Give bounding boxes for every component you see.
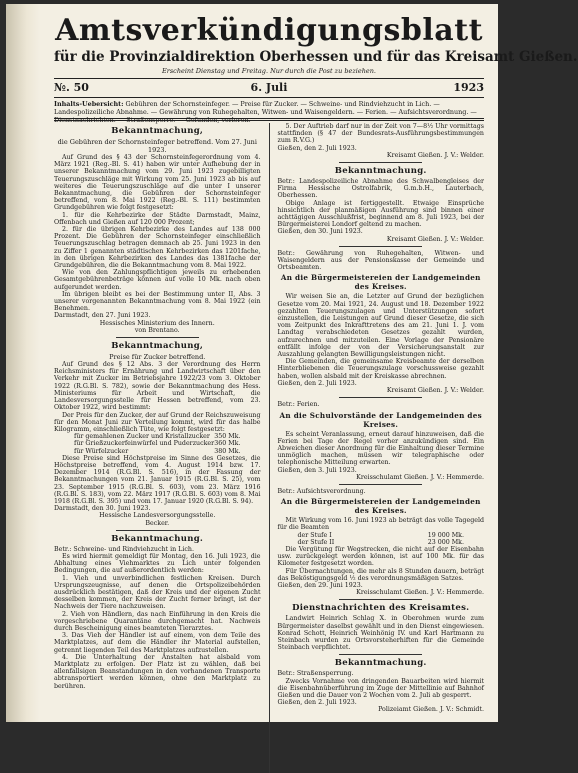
section-divider: [339, 484, 422, 485]
section-divider: [339, 246, 422, 247]
paragraph: Im übrigen bleibt es bei der Bestimmung unter II, Abs. 3 unserer vorgenannten Bekanntmachung vom 8. Mai 1922 (ein Benehmen.: [54, 290, 261, 313]
paragraph: Obige Anlage ist fertiggestellt. Etwaige Einsprüche hinsichtlich der planmäßigen Ausführung sind binnen einer achttägigen Ausschlußfrist, beginnend am 8. Juli 1923, bei der Bürgermeisterei Londorf geltend zu machen.: [277, 199, 484, 229]
paragraph: Es scheint Veranlassung, erneut darauf hinzuweisen, daß die Ferien bei Tage der Regel vorher anzukündigen sind. Ein Abweichen dieser Anordnung für die Einhaltung dieser Termine unmöglich machen, müssen wir telegraphische oder telephonische Mitteilung erwarten.: [277, 430, 484, 467]
paragraph: Zwecks Vornahme von dringenden Bauarbeiten wird hiermit die Eisenbahnüberführung im Zuge der Mittellinie auf Bahnhof Gießen und die Dauer von 2 Wochen vom 2. Juli ab gesperrt.: [277, 677, 484, 699]
paragraph: Die Gemeinden, die gemeinsame Kreisbeamte der derselben Hinterbliebenen die Teuerungszulage vorschussweise gezahlt haben, wollen alsbald mit der Kreiskasse abrechnen.: [277, 358, 484, 380]
subheading-zucker: Preise für Zucker betreffend.: [109, 353, 206, 362]
gazette-page: [6, 4, 578, 722]
price-item: für gemahlenen Zucker und Kristallzucker: [74, 433, 210, 441]
signature: Polizeiamt Gießen. J. V.: Schmidt.: [378, 706, 484, 714]
paragraph: Für Übernachtungen, die mehr als 8 Stunden dauern, beträgt das Beköstigungsgeld ½ des verordnungsmäßigen Satzes.: [277, 567, 484, 582]
heading-buergermeistereien: An die Bürgermeistereien der Landgemeinden des Kreises.: [280, 273, 481, 292]
paragraph: 1. für die Kehrbezirke der Städte Darmstadt, Mainz, Offenbach und Gießen auf 120 000 Prozent;: [54, 211, 261, 226]
place-date: Darmstadt, den 27. Juni 1923.: [54, 312, 151, 320]
price-value: 350 Mk.: [214, 433, 241, 441]
price-item: für Grießzuckerfeinwürfel und Puderzucker: [74, 440, 215, 448]
subject-line: Betr.: Aufsichtsverordnung.: [277, 487, 366, 495]
subject-line: Betr.: Gewährung von Ruhegehalten, Witwen- und Waisengeldern aus der Pensionskasse der Gemeinde und Ortsbeamten.: [277, 249, 484, 272]
column-left: [54, 123, 261, 773]
paragraph: Die Vergütung für Wegstrecken, die nicht auf der Eisenbahn usw. zurückgelegt werden können, ist auf 100 Mk. für das Kilometer festgesetzt worden.: [277, 545, 484, 568]
signature: Kreisamt Gießen. J. V.: Welder.: [386, 387, 484, 395]
section-divider: [116, 337, 199, 338]
subject-line: Betr.: Schweine- und Rindviehzucht in Lich.: [54, 545, 194, 553]
rate-item: der Stufe I: [297, 531, 332, 539]
column-right: [278, 123, 485, 773]
column-divider: [269, 123, 270, 773]
toc-text: Gebühren der Schornsteinfeger. — Preise für Zucker. — Schweine- und Rindviehzucht in Lich. — Landespolizeiliche Abnahme. — Gewährung von Ruhegehalten, Witwen- und Waisengeldern. — Ferien. — Aufsichtsverordnung. — Dienstnachrichten. — Straßensperre. — Gefunden, verloren.: [54, 100, 477, 124]
gazette-title: Amtsverkündigungsblatt: [55, 13, 483, 48]
place-date: Gießen, den 2. Juli 1923.: [277, 699, 357, 707]
paragraph: 3. Das Vieh der Händler ist auf einem, von dem Teile des Marktplatzes, auf dem die Händler ihr Material aufstellen, getrennt liegenden Teil des Marktplatzes aufzustellen.: [54, 632, 261, 654]
rate-value: 23 000 Mk.: [427, 538, 464, 546]
rate-row: [278, 539, 485, 546]
place-date: Gießen, den 2. Juli 1923.: [277, 144, 357, 152]
paragraph: Wir weisen Sie an, die Letzter auf Grund der bezüglichen Gesetze vom 20. Mai 1921, 24. August und 18. Dezember 1922 gezahlten Teuerungszulagen und Unterstützungen sofort einzustellen, die Leistungen auf Grund dieser Gesetze, die sich vom Zeitpunkt des Inkrafttretens des am 21. Juni 1. J. vom Landtag verabschiedeten Gesetzes gezahlt wurden, aufzurechnen und mitzuteilen. Eine Vorlage der Pensionäre entfällt infolge der von der Versicherungsanstalt zur Auszahlung gelangten Bewilligungsleistungen nicht.: [277, 293, 484, 359]
paragraph: Wie von den Zahlungspflichtigen jeweils zu erhebenden Gesamtgebührenbeträge können auf volle 10 Mk. nach oben aufgerundet werden.: [54, 269, 261, 291]
heading-schornsteinfeger: Bekanntmachung,: [111, 126, 204, 136]
issue-date: 6. Juli: [250, 81, 288, 94]
place-date: Gießen, den 3. Juli 1923.: [277, 466, 357, 474]
signature: Kreisamt Gießen. J. V.: Welder.: [386, 151, 484, 159]
heading-viehzucht: Bekanntmachung.: [111, 533, 204, 544]
paragraph: 1. Vieh und unverbindlichen festlichen Kreisen. Durch Ursprungszeugnisse, auf denen die Ortspolizeibehörden ausdrücklich bestätigen, daß der Kreis und der eigenen Zucht desselben kommen, der Kreis der Zucht ferner bringt, ist der Nachweis der Tiere nachzuweisen.: [54, 574, 261, 611]
signature-name: von Brentano.: [134, 326, 180, 334]
publication-note: Erscheint Dienstag und Freitag. Nur durch die Post zu beziehen.: [161, 67, 376, 75]
signature: Kreisschulamt Gießen. J. V.: Hemmerde.: [356, 589, 484, 597]
price-value: 360 Mk.: [214, 440, 241, 448]
place-date: Gießen, den 29. Juni 1923.: [277, 581, 363, 589]
heading-strassensperre: Bekanntmachung.: [334, 658, 427, 669]
paragraph: 5. Der Auftrieb darf nur in der Zeit von 7—8½ Uhr vormittags stattfinden (§ 47 der Bundesrats-Ausführungsbestimmungen zum R.V.G.): [277, 123, 484, 145]
paragraph: Es wird hiermit gemeldigt für Montag, den 16. Juli 1923, die Abhaltung eines Viehmarktes zu Lich unter folgenden Bedingungen, die auf außerordentlich werden:: [54, 552, 261, 575]
heading-zucker: Bekanntmachung,: [111, 341, 204, 352]
issue-line: [54, 81, 484, 95]
price-item: für Würfelzucker: [74, 447, 129, 455]
paragraph: Landwirt Heinrich Schlag X. in Oberohmen wurde zum Bürgermeister daselbst gewählt und in den Dienst eingewiesen. Konrad Schott, Heinrich Weinhönig IV. und Karl Hartmann zu Steinbach wurden zu Ortsvorsteherhiften für die Gemeinde Steinbach verpflichtet.: [277, 615, 484, 652]
price-row: [54, 448, 261, 455]
book-spine: [6, 4, 40, 722]
section-divider: [339, 654, 422, 655]
toc-label: Inhalts-Uebersicht:: [54, 100, 124, 108]
section-divider: [339, 397, 422, 398]
rate-row: [278, 532, 485, 539]
heading-dienstnachrichten: Dienstnachrichten des Kreisamtes.: [292, 603, 470, 614]
paragraph: 2. für die übrigen Kehrbezirke des Landes auf 138 000 Prozent. Die Gebühren der Schornsteinfeger einschließlich Teuerungszuschlag betragen demnach ab 25. Juni 1923 in den zu Ziffer 1 genannten städtischen Kehrbezirken das 1201fache, in den übrigen Kehrbezirken des Landes das 1381fache der Grundgebühren, die die Bekanntmachung vom 8. Mai 1922.: [54, 226, 261, 270]
subject-line: Betr.: Ferien.: [277, 401, 320, 409]
price-row: [54, 440, 261, 447]
paragraph: Auf Grund des § 12 Abs. 3 der Verordnung des Herrn Reichsministers für Ernährung und Landwirtschaft über den Verkehr mit Zucker im Betriebsjahre 1922/23 vom 3. Oktober 1922 (R.G.Bl. S. 782), sowie der Bekanntmachung des Hess. Ministeriums für Arbeit und Wirtschaft, die Landesversorgungsstelle für Hessen betreffend, vom 23. Oktober 1922, wird bestimmt:: [54, 361, 261, 412]
paragraph: 2. Vieh von Händlern, das nach Einführung in den Kreis die vorgeschriebene Quarantäne durchgemacht hat. Nachweis durch Bescheinigung eines beamteten Tierarztes.: [54, 610, 261, 632]
signature: Kreisamt Gießen. J. V.: Welder.: [386, 235, 484, 243]
heading-buergermeistereien-2: An die Bürgermeistereien der Landgemeinden des Kreises.: [280, 497, 481, 516]
gazette-subtitle: für die Provinzialdirektion Oberhessen und für das Kreisamt Gießen.: [54, 49, 578, 65]
subject-line: Betr.: Straßensperrung.: [277, 670, 354, 678]
table-of-contents: [54, 100, 484, 124]
issue-rule: [54, 97, 484, 98]
heading-abnahme: Bekanntmachung.: [334, 166, 427, 177]
rate-value: 19 000 Mk.: [427, 531, 464, 539]
subject-line: Betr.: Landespolizeiliche Abnahme des Schwalbengleises der Firma Hessische Ostrolfabrik, G.m.b.H., Lauterbach, Oberhessen.: [277, 178, 484, 200]
paragraph: Mit Wirkung vom 16. Juni 1923 ab beträgt das volle Tagegeld für die Beamten: [277, 517, 484, 532]
issue-number: №. 50: [54, 81, 89, 94]
rate-item: der Stufe II: [297, 538, 335, 546]
masthead: [54, 13, 578, 76]
heading-schulvorstaende: An die Schulvorstände der Landgemeinden des Kreises.: [279, 410, 482, 429]
place-date: Darmstadt, den 30. Juni 1923.: [54, 505, 151, 513]
section-divider: [339, 162, 422, 163]
place-date: Gießen, den 30. Juni 1923.: [277, 228, 363, 236]
signature-authority: Hessische Landesversorgungsstelle.: [99, 512, 216, 520]
paragraph: Der Preis für den Zucker, der auf Grund der Reichszuweisung für den Monat Juni zur Verteilung kommt, wird für das halbe Kilogramm, einschließlich Tüte, wie folgt festgesetzt:: [54, 411, 261, 433]
top-rule: [54, 78, 484, 79]
place-date: Gießen, den 2. Juli 1923.: [277, 379, 357, 387]
issue-year: 1923: [453, 81, 484, 94]
paragraph: Diese Preise sind Höchstpreise im Sinne des Gesetzes, die Höchstpreise betreffend, vom 4. August 1914 bzw. 17. Dezember 1914 (R.G.Bl. S. 516), in der Fassung der Bekanntmachungen vom 21. Januar 1915 (R.G.Bl. S. 25), vom 23. September 1915 (R.G.Bl. S. 603), vom 23. März 1916 (R.G.Bl. S. 183), vom 22. März 1917 (R.G.Bl. S. 603) vom 8. Mai 1918 (R.G.Bl. S. 395) und vom 17. Januar 1920 (R.G.Bl. S. 94).: [54, 454, 261, 505]
paragraph: Auf Grund des § 43 der Schornsteinfegerordnung vom 4. März 1921 (Reg.-Bl. S. 41) haben wir unter Aufhebung der in unserer Bekanntmachung vom 29. Juni 1923 zugebilligten Teuerungszuschläge mit Wirkung vom 25. Juni 1923 ab bis auf weiteres die Teuerungszuschläge auf die unter I unserer Bekanntmachung, die Gebühren der Schornsteinfeger betreffend, vom 8. Mai 1922 (Reg.-Bl. S. 111) bestimmten Grundgebühren wie folgt festgesetzt:: [54, 154, 261, 212]
price-row: [54, 433, 261, 440]
paragraph: 4. Die Unterhaltung der Anstalten hat alsbald vom Marktplatz zu erfolgen. Der Platz ist zu wählen, daß bei allenfallsigen Beanstandungen in den vorhandenen Transporte abtransportiert werden können, ohne den Marktplatz zu berühren.: [54, 653, 261, 690]
columns: [54, 123, 484, 773]
price-value: 380 Mk.: [214, 447, 241, 455]
signature-authority: Hessisches Ministerium des Innern.: [99, 319, 215, 327]
signature: Kreisschulamt Gießen. J. V.: Hemmerde.: [356, 473, 484, 481]
section-divider: [116, 530, 199, 531]
section-divider: [339, 599, 422, 600]
signature-name: Becker.: [145, 519, 170, 527]
subheading-schornsteinfeger: die Gebühren der Schornsteinfeger betreffend. Vom 27. Juni 1923.: [57, 138, 257, 154]
